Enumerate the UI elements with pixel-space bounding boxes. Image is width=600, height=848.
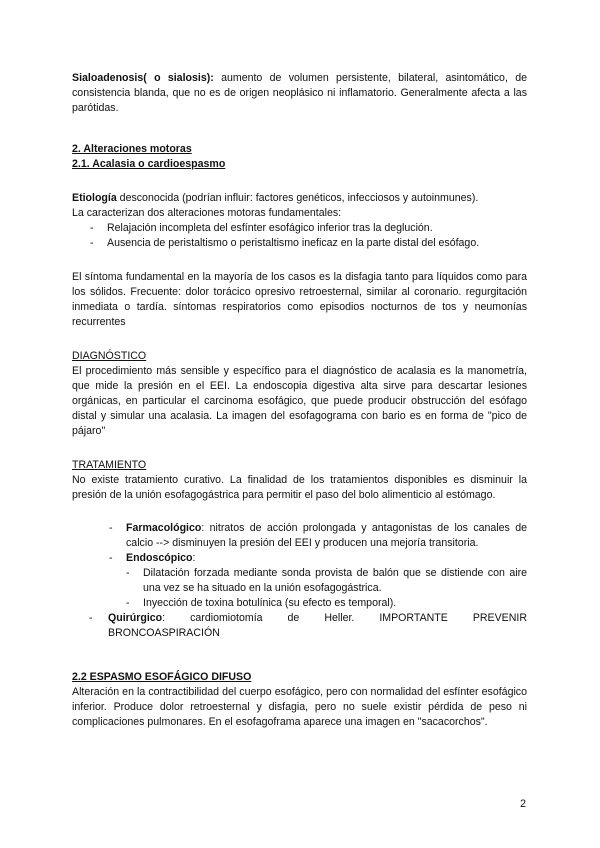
list-item: - Ausencia de peristaltismo o peristaltismo ineficaz en la parte distal del esófago.	[72, 236, 527, 251]
farmacologico-term: Farmacológico	[126, 522, 202, 534]
endoscopico-term: Endoscópico	[126, 552, 193, 564]
list-item	[72, 611, 527, 641]
etiologia-paragraph	[72, 191, 527, 206]
diagnostico-heading: DIAGNÓSTICO	[72, 350, 147, 362]
sialoadenosis-text: aumento de volumen persistente, bilateral, asintomático, de consistencia blanda, que no es de origen neoplásico ni inflamatorio. Generalmente afecta a las parótidas.	[72, 72, 527, 114]
list-item: - Inyección de toxina botulínica (su efecto es temporal).	[72, 596, 527, 611]
alteraciones-list	[72, 221, 527, 251]
list-item: - Relajación incompleta del esfínter esofágico inferior tras la deglución.	[72, 221, 527, 236]
page-number: 2	[520, 798, 526, 810]
sialoadenosis-paragraph	[72, 71, 527, 116]
diagnostico-text: El procedimiento más sensible y específico para el diagnóstico de acalasia es la manometría, que mide la presión en el EEI. La endoscopia digestiva alta sirve para descartar lesiones orgánicas, en particular el carcinoma esofágico, que puede producir obstrucción del esófago distal y simular una acalasia. La imagen del esofagograma con bario es en forma de "pico de pájaro"	[72, 365, 527, 437]
section-2-1-title: 2.1. Acalasia o cardioespasmo	[72, 158, 226, 170]
tratamiento-list	[72, 521, 527, 566]
etiologia-text: desconocida (podrían influir: factores genéticos, infecciosos y autoinmunes).	[116, 192, 479, 204]
list-item: - Endoscópico:	[72, 551, 527, 566]
farmacologico-text: : nitratos de acción prolongada y antagonistas de los canales de calcio --> disminuyen la presión del EEI y producen una mejoría transitoria.	[126, 522, 527, 549]
page-content	[72, 71, 527, 730]
list-item	[72, 521, 527, 551]
etiologia-intro: La caracterizan dos alteraciones motoras fundamentales:	[72, 207, 342, 219]
quirurgico-list	[72, 611, 527, 641]
tratamiento-text: No existe tratamiento curativo. La finalidad de los tratamientos disponibles es disminuir la presión de la unión esofagogástrica para permitir el paso del bolo alimenticio al estómago.	[72, 474, 527, 501]
quirurgico-term: Quirúrgico	[108, 612, 163, 624]
section-2-2-title: 2.2 ESPASMO ESOFÁGICO DIFUSO	[72, 671, 252, 683]
etiologia-term: Etiología	[72, 192, 117, 204]
quirurgico-text: : cardiomiotomía de Heller. IMPORTANTE PREVENIR BRONCOASPIRACIÓN	[108, 612, 527, 639]
list-item: - Dilatación forzada mediante sonda provista de balón que se distiende con aire una vez se ha situado en la unión esofagogástrica.	[72, 566, 527, 596]
tratamiento-heading: TRATAMIENTO	[72, 459, 147, 471]
sialoadenosis-term: Sialoadenosis( o sialosis):	[72, 72, 214, 84]
endoscopico-list	[72, 566, 527, 611]
section-2-title: 2. Alteraciones motoras	[72, 143, 192, 155]
sintoma-paragraph: El síntoma fundamental en la mayoría de los casos es la disfagia tanto para líquidos como para los sólidos. Frecuente: dolor torácico opresivo retroesternal, similar al coronario. regurgitación inmediata o tardía. síntomas respiratorios como episodios nocturnos de tos y neumonías recurrentes	[72, 271, 527, 328]
espasmo-text: Alteración en la contractibilidad del cuerpo esofágico, pero con normalidad del esfínter esofágico inferior. Produce dolor retroesternal y disfagia, pero no suele existir pérdida de peso ni complicaciones pulmonares. En el esofagoframa aparece una imagen en "sacacorchos".	[72, 686, 527, 728]
